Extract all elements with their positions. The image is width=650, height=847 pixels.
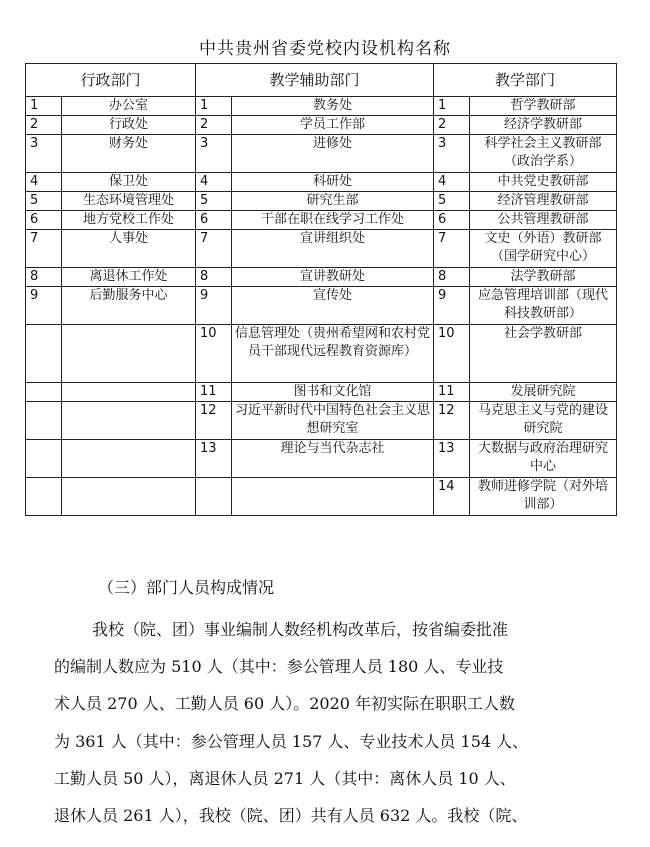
cell-index: 1 (26, 97, 62, 116)
cell-index: 10 (434, 325, 470, 383)
paragraph-line: 退休人员 261 人），我校（院、团）共有人员 632 人。我校（院、 (54, 806, 528, 825)
cell-unit-name: 公共管理教研部 (470, 211, 617, 230)
cell-index: 4 (26, 173, 62, 192)
cell-unit-name: 大数据与政府治理研究中心 (470, 440, 617, 478)
cell-unit-name: 科研处 (232, 173, 434, 192)
cell-index (26, 478, 62, 516)
cell-unit-name: 地方党校工作处 (62, 211, 196, 230)
table-row (26, 135, 617, 173)
cell-index: 8 (434, 268, 470, 287)
cell-index: 1 (434, 97, 470, 116)
cell-index: 11 (196, 383, 232, 402)
cell-index (26, 402, 62, 440)
cell-index: 9 (434, 287, 470, 325)
cell-index: 11 (434, 383, 470, 402)
table-row (26, 192, 617, 211)
paragraph-line: 术人员 270 人、工勤人员 60 人）。2020 年初实际在职职工人数 (54, 694, 516, 713)
cell-index: 5 (434, 192, 470, 211)
cell-index: 7 (26, 230, 62, 268)
cell-index: 3 (196, 135, 232, 173)
header-teaching-support: 教学辅助部门 (196, 64, 434, 97)
cell-unit-name: 后勤服务中心 (62, 287, 196, 325)
cell-unit-name (62, 440, 196, 478)
cell-unit-name (62, 325, 196, 383)
cell-unit-name: 教务处 (232, 97, 434, 116)
cell-index (26, 325, 62, 383)
cell-unit-name: 宣讲组织处 (232, 230, 434, 268)
cell-index: 3 (26, 135, 62, 173)
cell-unit-name: 干部在职在线学习工作处 (232, 211, 434, 230)
cell-unit-name: 行政处 (62, 116, 196, 135)
table-row (26, 97, 617, 116)
cell-index: 12 (434, 402, 470, 440)
cell-unit-name: 财务处 (62, 135, 196, 173)
paragraph-line: 的编制人数应为 510 人（其中：参公管理人员 180 人、专业技 (54, 657, 504, 676)
cell-index: 5 (26, 192, 62, 211)
table-row (26, 211, 617, 230)
cell-index: 7 (196, 230, 232, 268)
cell-unit-name: 研究生部 (232, 192, 434, 211)
cell-unit-name: 图书和文化馆 (232, 383, 434, 402)
institution-table (25, 63, 617, 516)
cell-index: 7 (434, 230, 470, 268)
cell-index: 6 (434, 211, 470, 230)
cell-index (26, 440, 62, 478)
table-body (26, 97, 617, 516)
cell-unit-name: 理论与当代杂志社 (232, 440, 434, 478)
document-title: 中共贵州省委党校内设机构名称 (199, 39, 451, 59)
cell-index: 8 (196, 268, 232, 287)
cell-unit-name: 离退休工作处 (62, 268, 196, 287)
cell-unit-name (62, 478, 196, 516)
table-row (26, 287, 617, 325)
cell-unit-name: 中共党史教研部 (470, 173, 617, 192)
cell-unit-name: 宣传处 (232, 287, 434, 325)
cell-index: 2 (434, 116, 470, 135)
cell-unit-name: 马克思主义与党的建设研究院 (470, 402, 617, 440)
cell-index: 9 (26, 287, 62, 325)
cell-unit-name: 哲学教研部 (470, 97, 617, 116)
cell-index: 2 (26, 116, 62, 135)
cell-index: 9 (196, 287, 232, 325)
cell-unit-name: 发展研究院 (470, 383, 617, 402)
cell-unit-name: 人事处 (62, 230, 196, 268)
cell-unit-name: 文史（外语）教研部（国学研究中心） (470, 230, 617, 268)
cell-unit-name: 进修处 (232, 135, 434, 173)
cell-index: 13 (196, 440, 232, 478)
table-row (26, 268, 617, 287)
table-row (26, 440, 617, 478)
cell-index: 4 (196, 173, 232, 192)
cell-unit-name: 学员工作部 (232, 116, 434, 135)
cell-index: 4 (434, 173, 470, 192)
table-row (26, 116, 617, 135)
cell-unit-name: 宣讲教研处 (232, 268, 434, 287)
cell-index: 10 (196, 325, 232, 383)
table-row (26, 478, 617, 516)
cell-index: 3 (434, 135, 470, 173)
cell-unit-name (62, 402, 196, 440)
cell-unit-name (62, 383, 196, 402)
table-row (26, 173, 617, 192)
paragraph-line: 我校（院、团）事业编制人数经机构改革后，按省编委批准 (92, 620, 509, 639)
table-row (26, 325, 617, 383)
cell-index: 13 (434, 440, 470, 478)
cell-unit-name: 社会学教研部 (470, 325, 617, 383)
cell-unit-name: 经济管理教研部 (470, 192, 617, 211)
header-admin: 行政部门 (26, 64, 196, 97)
cell-index: 2 (196, 116, 232, 135)
header-teaching: 教学部门 (434, 64, 617, 97)
cell-index (26, 383, 62, 402)
cell-unit-name (232, 478, 434, 516)
table-row (26, 230, 617, 268)
cell-index: 5 (196, 192, 232, 211)
cell-index: 6 (196, 211, 232, 230)
cell-index: 14 (434, 478, 470, 516)
cell-unit-name: 生态环境管理处 (62, 192, 196, 211)
section-heading: （三）部门人员构成情况 (98, 578, 275, 597)
table-row (26, 383, 617, 402)
table-row (26, 402, 617, 440)
cell-index: 12 (196, 402, 232, 440)
cell-index: 8 (26, 268, 62, 287)
cell-unit-name: 法学教研部 (470, 268, 617, 287)
table-header-row (26, 64, 617, 97)
cell-index: 6 (26, 211, 62, 230)
cell-unit-name: 习近平新时代中国特色社会主义思想研究室 (232, 402, 434, 440)
cell-unit-name: 办公室 (62, 97, 196, 116)
cell-unit-name: 经济学教研部 (470, 116, 617, 135)
cell-unit-name: 信息管理处（贵州希望网和农村党员干部现代远程教育资源库） (232, 325, 434, 383)
cell-unit-name: 应急管理培训部（现代科技教研部） (470, 287, 617, 325)
cell-unit-name: 教师进修学院（对外培训部） (470, 478, 617, 516)
cell-unit-name: 保卫处 (62, 173, 196, 192)
cell-unit-name: 科学社会主义教研部（政治学系） (470, 135, 617, 173)
cell-index: 1 (196, 97, 232, 116)
paragraph-line: 为 361 人（其中：参公管理人员 157 人、专业技术人员 154 人、 (54, 732, 529, 751)
paragraph-line: 工勤人员 50 人），离退休人员 271 人（其中：离休人员 10 人、 (54, 769, 516, 788)
cell-index (196, 478, 232, 516)
